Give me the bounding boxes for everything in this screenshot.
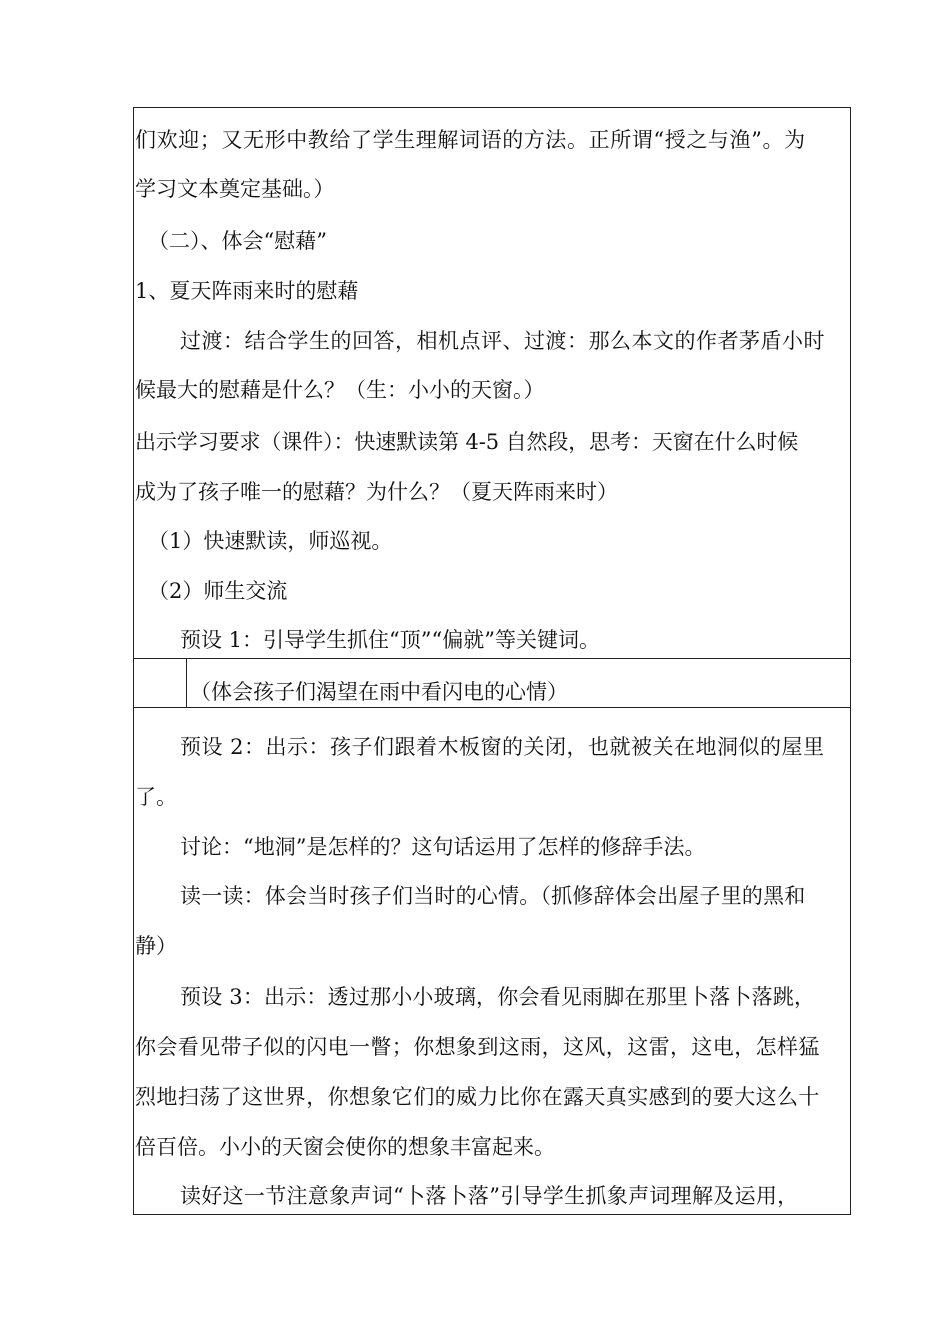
text-line: 预设 1：引导学生抓住“顶”“偏就”等关键词。 [180,628,600,652]
text-line: 预设 2：出示：孩子们跟着木板窗的关闭，也就被关在地洞似的屋里 [180,735,825,759]
text-line: 过渡：结合学生的回答，相机点评、过渡：那么本文的作者茅盾小时 [180,329,825,353]
section-heading: （二）、体会“慰藉” [148,229,327,253]
text-line: 成为了孩子唯一的慰藉？为什么？（夏天阵雨来时） [135,480,618,504]
cell-divider [186,659,187,707]
text-line: 烈地扫荡了这世界，你想象它们的威力比你在露天真实感到的要大这么十 [135,1085,820,1109]
text-line: 候最大的慰藉是什么？（生：小小的天窗。） [135,378,545,402]
text-line: 讨论：“地洞”是怎样的？这句话运用了怎样的修辞手法。 [180,835,706,859]
text-line: 了。 [135,785,177,809]
list-item: （1）快速默读，师巡视。 [148,529,393,553]
text-line: 倍百倍。小小的天窗会使你的想象丰富起来。 [135,1135,555,1159]
text-line: （体会孩子们渴望在雨中看闪电的心情） [190,680,568,704]
list-item: （2）师生交流 [148,579,288,603]
text-line: 们欢迎；又无形中教给了学生理解词语的方法。正所谓“授之与渔”。为 [135,128,806,152]
text-line: 静） [135,934,177,958]
text-line: 读一读：体会当时孩子们当时的心情。（抓修辞体会出屋子里的黑和 [180,884,806,908]
subsection-heading: 1、夏天阵雨来时的慰藉 [135,279,359,303]
text-line: 读好这一节注意象声词“卜落卜落”引导学生抓象声词理解及运用， [180,1184,799,1208]
text-line: 学习文本奠定基础。） [135,177,335,201]
text-line: 预设 3：出示：透过那小小玻璃，你会看见雨脚在那里卜落卜落跳， [180,985,816,1009]
text-line: 你会看见带子似的闪电一瞥；你想象到这雨，这风，这雷，这电，怎样猛 [135,1035,820,1059]
text-line: 出示学习要求（课件）：快速默读第 4-5 自然段，思考：天窗在什么时候 [135,430,799,454]
